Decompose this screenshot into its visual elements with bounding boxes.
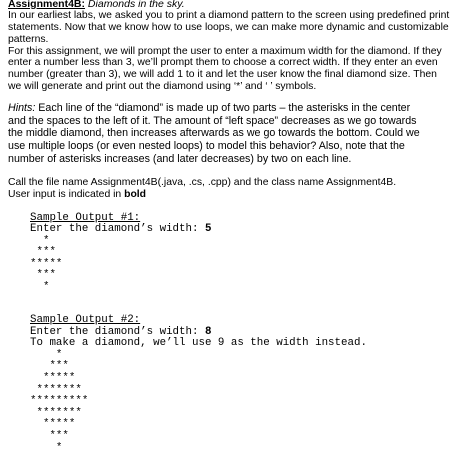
assignment-line: we will generate and print out the diamond using ‘*’ and ‘ ’ symbols. <box>8 81 317 93</box>
diamond-row: *** <box>30 246 56 259</box>
user-input-note-text: User input is indicated in <box>8 189 125 201</box>
hints-line: use multiple loops (or even nested loops) to model this behavior? Also, note that the <box>8 140 405 153</box>
hints-line <box>8 102 420 115</box>
user-input-value: 8 <box>204 325 212 338</box>
hints-label: Hints: <box>8 102 36 114</box>
user-input-note <box>8 189 396 201</box>
user-input-value: 5 <box>204 223 212 236</box>
hints-first-text: Each line of the “diamond” is made up of two parts – the asterisks in the center <box>35 102 411 114</box>
assignment-title <box>8 0 185 10</box>
assignment-title-subtitle: Diamonds in the sky. <box>85 0 185 10</box>
hints-line: the middle diamond, then increases afterwards as we go towards the bottom. Could we <box>8 127 420 140</box>
diamond-row: ******* <box>30 406 82 419</box>
diamond-row: * <box>30 234 50 247</box>
diamond-row: ***** <box>30 371 76 384</box>
assignment-paragraph <box>8 46 442 94</box>
diamond-row: ***** <box>30 257 63 270</box>
intro-line: patterns. <box>8 33 49 45</box>
diamond-row: * <box>30 348 63 361</box>
diamond-row: *** <box>30 360 69 373</box>
hints-line: number of asterisks increases (and later decreases) by two on each line. <box>8 152 352 165</box>
assignment-title-label: Assignment4B: <box>8 0 86 10</box>
diamond-row: *** <box>30 269 56 282</box>
diamond-row: * <box>30 441 63 454</box>
hints-line: and the spaces to the left of it. The amount of “left space” decreases as we go towards <box>8 114 417 127</box>
diamond-row: * <box>30 281 50 294</box>
sample-output-2 <box>30 315 367 454</box>
intro-paragraph <box>8 10 449 46</box>
hints-paragraph <box>8 102 420 166</box>
sample-output-1 <box>30 213 211 294</box>
diamond-row: ***** <box>30 418 76 431</box>
prompt-text: Enter the diamond’s width: <box>30 223 205 236</box>
diamond-row: *** <box>30 429 69 442</box>
assignment-line: number (greater than 3), we will add 1 to it and let the user know the final diamond size. Then <box>8 69 437 81</box>
assignment-line: For this assignment, we will prompt the user to enter a maximum width for the diamond. If they <box>8 45 442 57</box>
user-input-note-bold: bold <box>124 189 147 201</box>
call-file-paragraph <box>8 177 396 201</box>
sample-output-2-title: Sample Output #2: <box>30 314 141 326</box>
intro-line: statements. Now that we know how to use loops, we can make more dynamic and customizable <box>8 21 449 33</box>
diamond-row: ********* <box>30 395 89 408</box>
assignment-line: enter a number less than 3, we’ll prompt them to choose a correct width. If they enter an even <box>8 57 438 69</box>
sample-output-1-title: Sample Output #1: <box>30 211 141 224</box>
prompt-text: Enter the diamond’s width: <box>30 325 205 338</box>
sample-output-1-prompt <box>30 224 211 236</box>
diamond-row: ******* <box>30 383 82 396</box>
intro-line: In our earliest labs, we asked you to print a diamond pattern to the screen using predefined print <box>8 10 450 21</box>
call-file-line: Call the file name Assignment4B(.java, .cs, .cpp) and the class name Assignment4B. <box>8 177 397 188</box>
sample-output-2-message: To make a diamond, we’ll use 9 as the width instead. <box>30 337 367 350</box>
